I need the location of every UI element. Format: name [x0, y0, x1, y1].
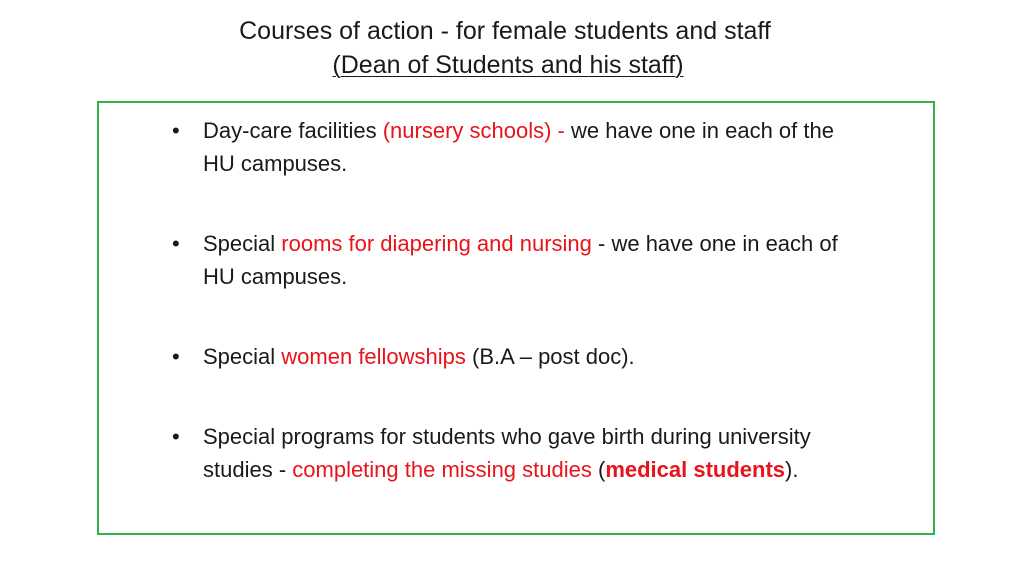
title-line: Courses of action - for female students and staff	[239, 17, 771, 45]
bullet-text: - we have one in each of HU campuses.	[203, 231, 838, 289]
bullet-icon: •	[172, 344, 180, 369]
bullet-icon: •	[172, 424, 180, 449]
subtitle-row	[0, 48, 1010, 82]
highlight-text: completing the missing studies	[292, 457, 592, 482]
bullet-text: (	[591, 457, 606, 482]
bullet-text: ).	[785, 457, 799, 482]
bullet-text: Special	[203, 344, 282, 369]
bullet-text: Special programs for students who gave birth during university studies -	[203, 424, 811, 482]
bullet-icon: •	[172, 231, 180, 256]
bullet-text: (B.A – post doc).	[465, 344, 635, 369]
bullet-text: we have one in each of the HU campuses.	[203, 118, 834, 176]
bullet-item-programs	[170, 420, 860, 486]
bullet-item-fellowships	[170, 340, 860, 373]
bullet-text: Special	[203, 231, 282, 256]
highlight-text: (nursery schools) -	[382, 118, 571, 143]
highlight-text: rooms for diapering and nursing	[281, 231, 592, 256]
bullet-item-rooms	[170, 227, 860, 293]
slide-title	[0, 14, 1010, 82]
bold-highlight-text: medical students	[605, 457, 786, 482]
highlight-text: women fellowships	[281, 344, 466, 369]
bullet-text: Day-care facilities	[203, 118, 383, 143]
bullet-list	[170, 114, 860, 486]
bullet-icon: •	[172, 118, 180, 143]
subtitle: (Dean of Students and his staff)	[332, 51, 684, 79]
bullet-item-daycare	[170, 114, 860, 180]
